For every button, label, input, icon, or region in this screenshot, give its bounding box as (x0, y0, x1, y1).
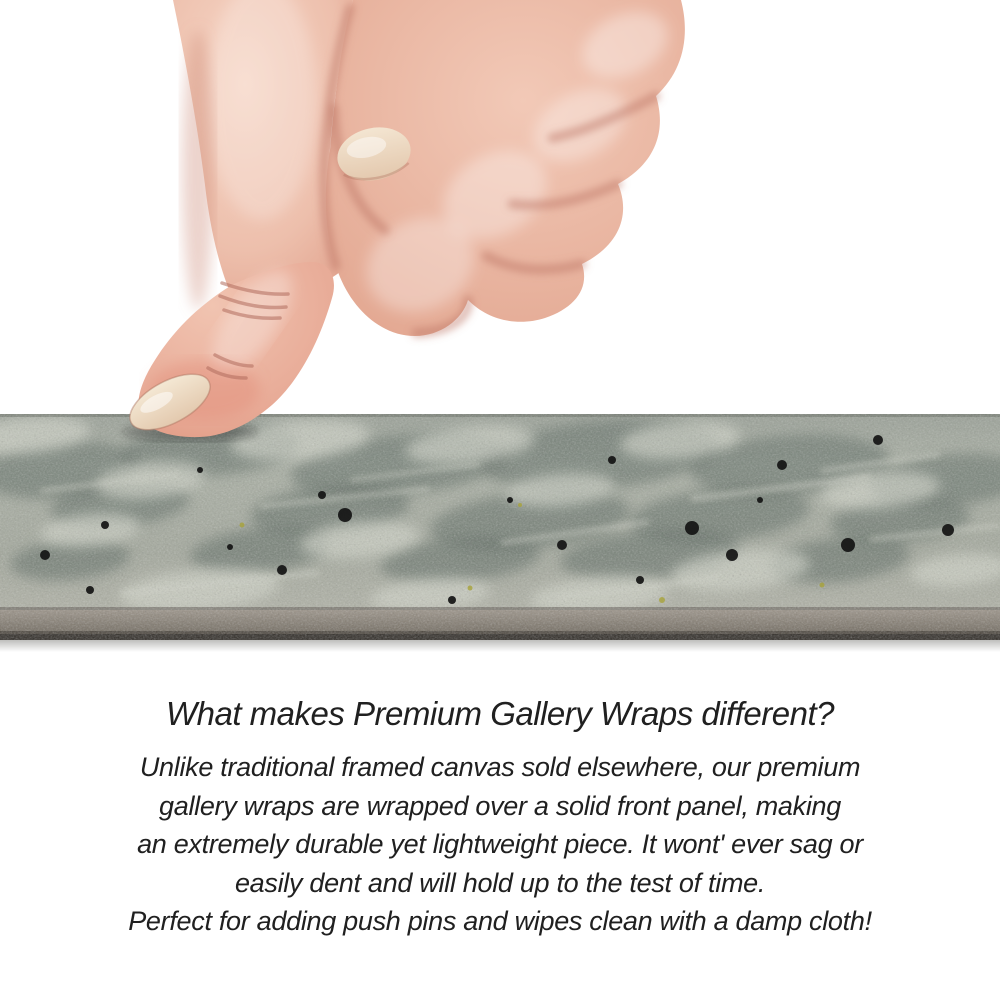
section-heading: What makes Premium Gallery Wraps different? (165, 695, 835, 732)
body-line: easily dent and will hold up to the test of time. (234, 867, 766, 898)
palm-left-shade (182, 30, 214, 310)
body-line: gallery wraps are wrapped over a solid front panel, making (159, 790, 841, 821)
canvas-drop-shadow (0, 640, 1000, 652)
body-line: Unlike traditional framed canvas sold elsewhere, our premium (139, 752, 861, 782)
body-line: an extremely durable yet lightweight piece. It wont' ever sag or (137, 829, 863, 859)
body-line: Perfect for adding push pins and wipes clean with a damp cloth! (128, 906, 872, 936)
copy-block (0, 694, 1000, 941)
hand-photo (0, 0, 1000, 450)
